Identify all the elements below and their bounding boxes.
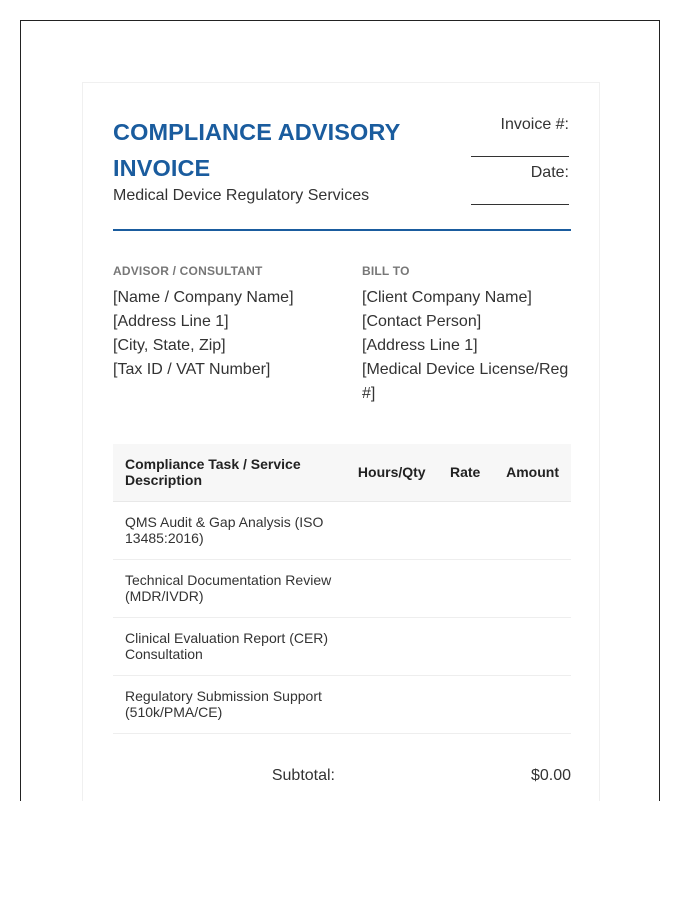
table-row <box>113 501 571 559</box>
advisor-heading: ADVISOR / CONSULTANT <box>113 264 263 278</box>
row-rate[interactable] <box>436 617 494 675</box>
row-description: Technical Documentation Review (MDR/IVDR) <box>113 559 347 617</box>
invoice-sheet <box>82 82 600 801</box>
subtotal-value: $0.00 <box>530 767 571 784</box>
document-frame <box>20 20 660 801</box>
row-rate[interactable] <box>436 675 494 733</box>
client-contact: [Contact Person] <box>362 313 482 330</box>
row-rate[interactable] <box>436 559 494 617</box>
row-qty[interactable] <box>347 559 436 617</box>
table-header-row <box>113 444 571 501</box>
invoice-number-label: Invoice #: <box>500 116 569 133</box>
row-description: QMS Audit & Gap Analysis (ISO 13485:2016) <box>113 501 347 559</box>
bill-to-block <box>362 264 572 406</box>
client-company: [Client Company Name] <box>362 289 532 306</box>
client-address: [Address Line 1] <box>362 337 478 354</box>
header-divider <box>113 229 571 231</box>
row-qty[interactable] <box>347 501 436 559</box>
row-description: Regulatory Submission Support (510k/PMA/CE) <box>113 675 347 733</box>
row-amount <box>494 675 571 733</box>
subtotal-label: Subtotal: <box>271 767 335 784</box>
bill-to-heading: BILL TO <box>362 264 410 278</box>
row-qty[interactable] <box>347 675 436 733</box>
row-amount <box>494 559 571 617</box>
row-description: Clinical Evaluation Report (CER) Consultation <box>113 617 347 675</box>
column-header-qty: Hours/Qty <box>347 444 436 501</box>
column-header-description: Compliance Task / Service Description <box>113 444 347 501</box>
advisor-address: [Address Line 1] <box>113 313 229 330</box>
line-items-table <box>113 444 571 734</box>
column-header-amount: Amount <box>494 444 571 501</box>
invoice-subtitle: Medical Device Regulatory Services <box>113 187 370 204</box>
advisor-name: [Name / Company Name] <box>113 289 294 306</box>
row-qty[interactable] <box>347 617 436 675</box>
row-amount <box>494 501 571 559</box>
invoice-number-field[interactable] <box>471 156 569 157</box>
advisor-city: [City, State, Zip] <box>113 337 226 354</box>
invoice-title: COMPLIANCE ADVISORY INVOICE <box>113 119 400 181</box>
subtotal-row <box>113 767 571 787</box>
date-label: Date: <box>530 164 569 181</box>
row-amount <box>494 617 571 675</box>
column-header-rate: Rate <box>436 444 494 501</box>
date-field[interactable] <box>471 204 569 205</box>
client-license: [Medical Device License/Reg #] <box>362 361 569 402</box>
table-row <box>113 675 571 733</box>
table-row <box>113 617 571 675</box>
advisor-block <box>113 264 323 382</box>
table-row <box>113 559 571 617</box>
row-rate[interactable] <box>436 501 494 559</box>
advisor-tax-id: [Tax ID / VAT Number] <box>113 361 271 378</box>
